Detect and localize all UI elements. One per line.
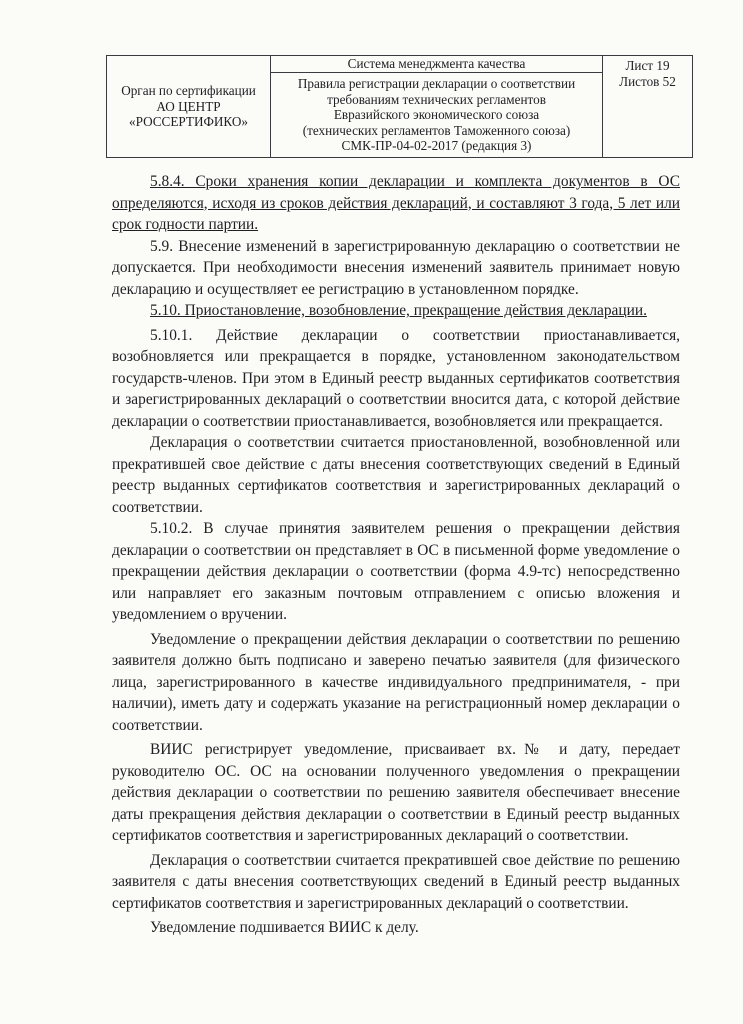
sheet-info-cell <box>603 56 693 158</box>
quality-system-title: Система менеджмента качества <box>271 56 603 73</box>
org-name-line: Орган по сертификации <box>121 83 256 99</box>
sheet-number: Лист 19 <box>625 58 670 73</box>
clause-5-10-1: 5.10.1. Действие декларации о соответствии приостанавливается, возобновляется или прекращается в порядке, установленном законодательством государств-членов. При этом в Единый реестр выданных сертификатов соответствия и зарегистрированных деклараций о соответствии вносится дата, с которой действие декларации о соответствии приостанавливается, возобновляется или прекращается. <box>112 326 680 430</box>
paragraph-declaration-terminated: Декларация о соответствии считается прекратившей свое действие по решению заявителя с даты внесения соответствующих сведений в Единый реестр выданных сертификатов соответствия и зарегистрированных деклараций о соответствии. <box>112 851 680 912</box>
clause-5-8-4: 5.8.4. Сроки хранения копии декларации и комплекта документов в ОС определяются, исходя из сроков действия деклараций, и составляют 3 года, 5 лет или срок годности партии. <box>112 173 680 233</box>
paragraph-notice-filed: Уведомление подшивается ВИИС к делу. <box>150 919 419 936</box>
certification-body-cell <box>107 56 271 158</box>
clause-5-9: 5.9. Внесение изменений в зарегистрированную декларацию о соответствии не допускается. При необходимости внесения изменений заявитель принимает новую декларацию и осуществляет ее регистрацию в установленном порядке. <box>112 237 680 298</box>
org-name-line: «РОССЕРТИФИКО» <box>128 114 249 130</box>
paragraph-notice-signature: Уведомление о прекращении действия декларации о соответствии по решению заявителя должно быть подписано и заверено печатью заявителя (для физического лица, зарегистрированного в качестве индивидуального предпринимателя, - при наличии), иметь дату и содержать указание на регистрационный номер декларации о соответствии. <box>112 630 680 734</box>
document-title-cell <box>271 73 603 158</box>
clause-5-10-2: 5.10.2. В случае принятия заявителем решения о прекращении действия декларации о соответствии он представляет в ОС в письменной форме уведомление о прекращении действия декларации о соответствии (форма 4.9-тс) непосредственно или направляет его заказным почтовым отправлением с описью вложения и уведомлением о вручении. <box>112 520 680 623</box>
document-title-line: требованиям технических регламентов <box>327 91 546 107</box>
clause-5-10-heading: 5.10. Приостановление, возобновление, прекращение действия декларации. <box>150 302 647 319</box>
document-body <box>112 171 680 939</box>
sheets-total: Листов 52 <box>619 73 676 89</box>
paragraph-declaration-suspended: Декларация о соответствии считается приостановленной, возобновленной или прекратившей свое действие с даты внесения соответствующих сведений в Единый реестр выданных сертификатов соответствия и зарегистрированных деклараций о соответствии. <box>112 434 680 516</box>
document-title-line: (технических регламентов Таможенного союза) <box>302 122 571 138</box>
document-header-table <box>106 55 693 158</box>
document-title-line: Евразийского экономического союза <box>333 107 540 123</box>
paragraph-viis-registration: ВИИС регистрирует уведомление, присваивает вх.№ и дату, передает руководителю ОС. ОС на основании полученного уведомления о прекращении действия декларации о соответствии по решению заявителя обеспечивает внесение даты прекращения действия декларации о соответствии в Единый реестр выданных сертификатов соответствия и зарегистрированных деклараций о соответствии. <box>112 741 680 844</box>
org-name-line: АО ЦЕНТР <box>156 98 221 114</box>
document-title-line: Правила регистрации декларации о соответствии <box>297 76 576 92</box>
document-code: СМК-ПР-04-02-2017 (редакция 3) <box>341 138 532 154</box>
